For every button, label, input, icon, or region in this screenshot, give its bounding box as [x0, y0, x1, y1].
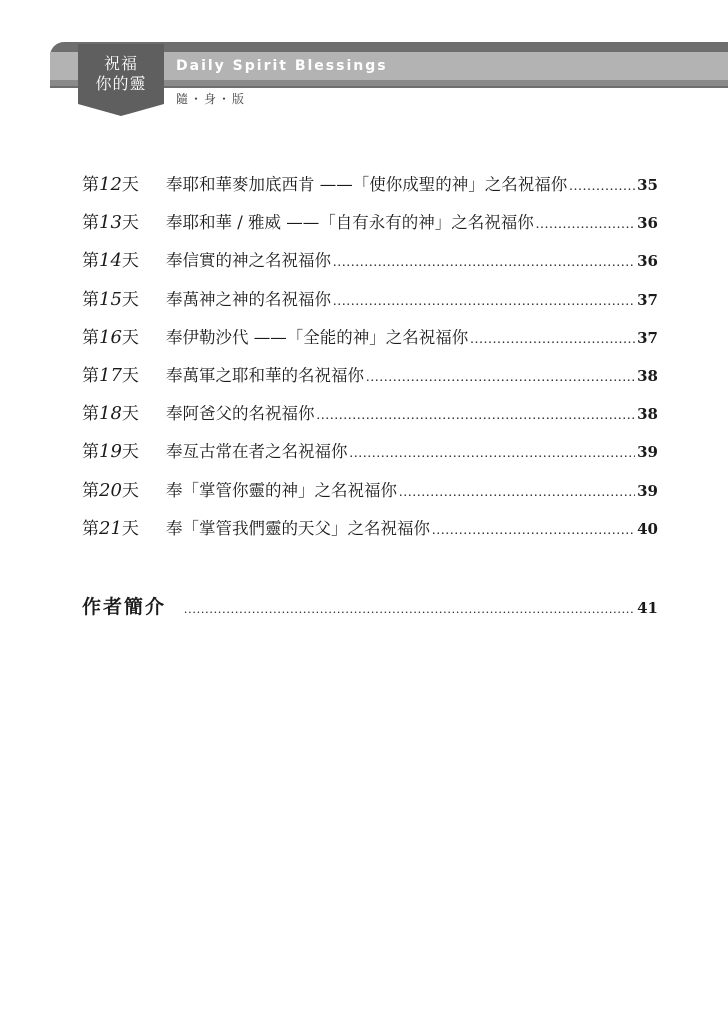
toc-row[interactable] — [82, 476, 658, 514]
toc-title: 奉耶和華 / 雅威 ——「自有永有的神」之名祝福你 — [166, 213, 534, 233]
toc-title: 奉伊勒沙代 ——「全能的神」之名祝福你 — [166, 327, 469, 347]
toc-row[interactable] — [82, 208, 658, 246]
author-intro-label: 作者簡介 — [82, 596, 167, 618]
toc-page-number: 39 — [637, 443, 658, 462]
toc-day: 第18天 — [82, 403, 139, 425]
toc-title: 奉萬軍之耶和華的名祝福你 — [166, 365, 364, 385]
book-title-badge — [78, 54, 164, 94]
toc-day: 第13天 — [82, 212, 139, 234]
toc-page-number: 38 — [637, 366, 658, 385]
toc-row[interactable] — [82, 246, 658, 284]
toc-title: 奉萬神之神的名祝福你 — [166, 289, 331, 309]
toc-page-number: 40 — [637, 519, 658, 538]
toc-leader-dots — [317, 408, 636, 424]
toc-page-number: 36 — [637, 252, 658, 271]
toc-leader-dots — [366, 370, 635, 386]
toc-row[interactable] — [82, 399, 658, 437]
toc-leader-dots — [399, 485, 635, 501]
toc-title: 奉信實的神之名祝福你 — [166, 251, 331, 271]
toc-leader-dots — [333, 294, 635, 310]
toc-day: 第17天 — [82, 364, 139, 386]
toc-page-number: 37 — [637, 290, 658, 309]
toc-day: 第14天 — [82, 250, 139, 272]
toc-title: 奉「掌管你靈的神」之名祝福你 — [166, 480, 397, 500]
toc-day: 第16天 — [82, 326, 139, 348]
toc-row[interactable] — [82, 437, 658, 475]
toc-leader-dots — [470, 332, 635, 348]
toc-title: 奉阿爸父的名祝福你 — [166, 404, 315, 424]
toc-title: 奉亙古常在者之名祝福你 — [166, 442, 348, 462]
toc-title: 奉「掌管我們靈的天父」之名祝福你 — [166, 518, 430, 538]
toc-author-row[interactable] — [82, 592, 658, 619]
toc-page-number: 35 — [637, 176, 658, 194]
table-of-contents — [82, 170, 658, 552]
toc-leader-dots — [184, 601, 635, 617]
toc-leader-dots — [569, 179, 635, 195]
toc-day: 第12天 — [82, 174, 139, 195]
header-english-title: Daily Spirit Blessings — [176, 58, 388, 74]
toc-leader-dots — [432, 523, 635, 539]
toc-row[interactable] — [82, 323, 658, 361]
badge-line2: 你的靈 — [95, 74, 147, 93]
toc-day: 第21天 — [82, 517, 139, 539]
header-subtitle: 隨・身・版 — [176, 92, 247, 106]
toc-page-number: 38 — [637, 405, 658, 424]
toc-page-number: 39 — [637, 481, 658, 500]
toc-page-number: 36 — [637, 214, 658, 233]
toc-page-number: 37 — [637, 328, 658, 347]
toc-page-number: 41 — [637, 599, 658, 617]
toc-day: 第15天 — [82, 288, 139, 310]
toc-leader-dots — [536, 217, 635, 233]
toc-title: 奉耶和華麥加底西肯 ——「使你成聖的神」之名祝福你 — [166, 175, 568, 194]
badge-line1: 祝福 — [103, 54, 138, 73]
toc-row[interactable] — [82, 285, 658, 323]
toc-day: 第19天 — [82, 441, 139, 463]
toc-row[interactable] — [82, 170, 658, 208]
toc-row[interactable] — [82, 514, 658, 552]
toc-leader-dots — [333, 255, 635, 271]
toc-row[interactable] — [82, 361, 658, 399]
toc-day: 第20天 — [82, 479, 139, 501]
toc-leader-dots — [350, 446, 636, 462]
